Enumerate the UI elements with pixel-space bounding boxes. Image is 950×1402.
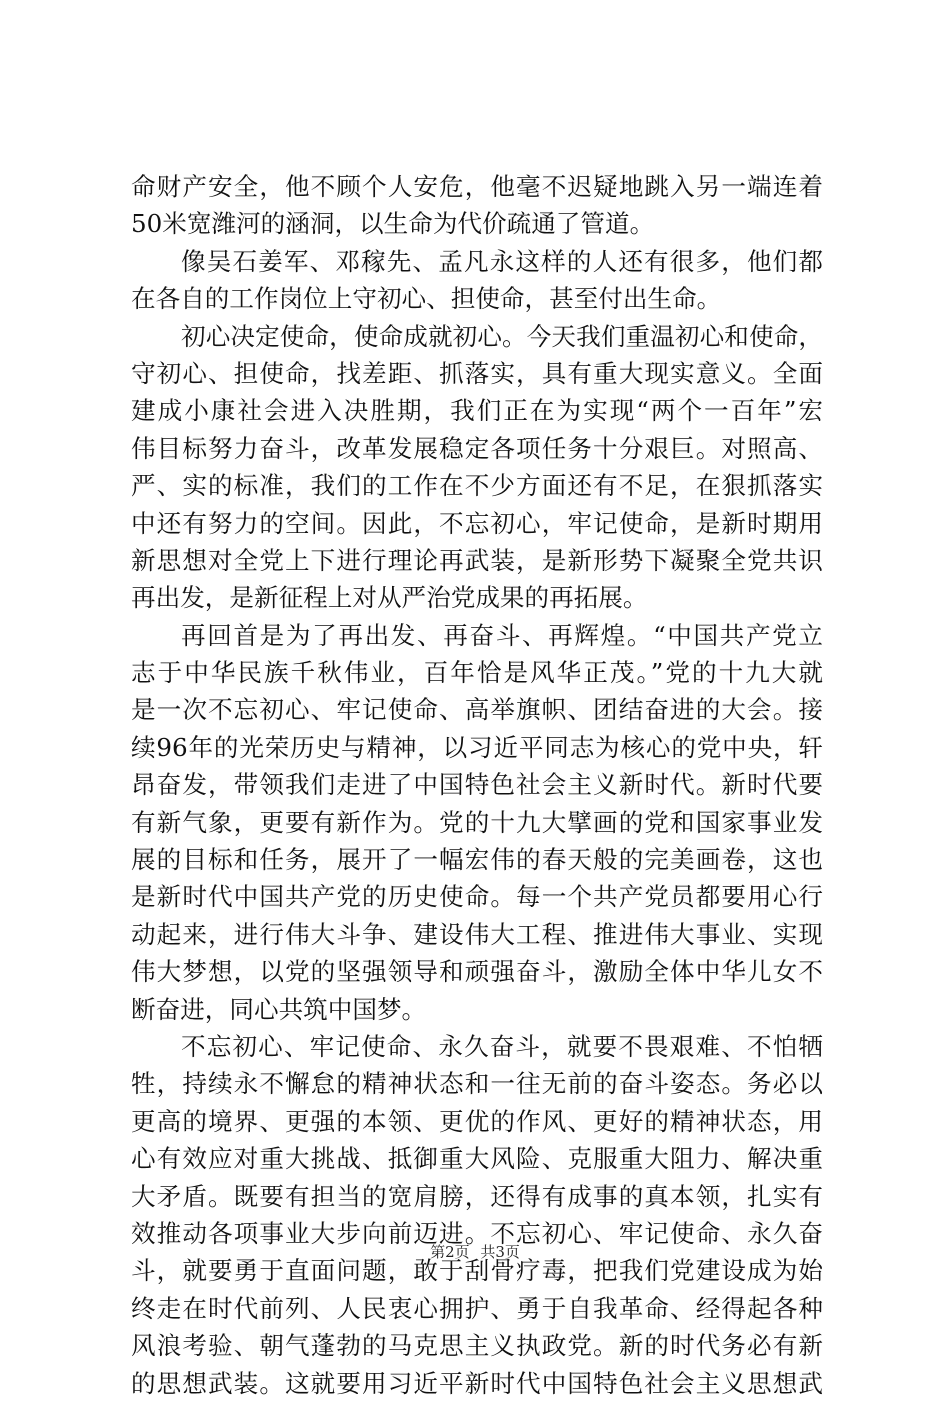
text-line: 更高的境界、更强的本领、更优的作风、更好的精神状态，用 [131,1106,823,1136]
text-line: 再回首是为了再出发、再奋斗、再辉煌。“中国共产党立 [181,620,823,650]
text-line: 不忘初心、牢记使命、永久奋斗，就要不畏艰难、不怕牺 [181,1031,823,1061]
text-line: 伟目标努力奋斗，改革发展稳定各项任务十分艰巨。对照高、 [131,433,823,463]
text-line: 新思想对全党上下进行理论再武装，是新形势下凝聚全党共识 [131,545,823,575]
text-line: 命财产安全，他不顾个人安危，他毫不迟疑地跳入另一端连着 [131,172,823,201]
text-line: 大矛盾。既要有担当的宽肩膀，还得有成事的真本领，扎实有 [131,1181,823,1211]
text-line: 在各自的工作岗位上守初心、担使命，甚至付出生命。 [131,284,722,314]
text-line: 效推动各项事业大步向前迈进。不忘初心、牢记使命、永久奋 [131,1218,823,1248]
text-line: 建成小康社会进入决胜期，我们正在为实现“两个一百年”宏 [131,396,823,426]
text-line: 动起来，进行伟大斗争、建设伟大工程、推进伟大事业、实现 [131,919,823,949]
text-line: 有新气象，更要有新作为。党的十九大擘画的党和国家事业发 [131,807,823,837]
text-line: 中还有努力的空间。因此，不忘初心，牢记使命，是新时期用 [131,508,823,538]
text-line: 续96年的光荣历史与精神，以习近平同志为核心的党中央，轩 [131,732,823,762]
text-line: 是一次不忘初心、牢记使命、高举旗帜、团结奋进的大会。接 [131,695,823,725]
page-total: 共3页 [480,1243,520,1261]
text-line: 斗，就要勇于直面问题，敢于刮骨疗毒，把我们党建设成为始 [131,1256,823,1286]
text-line: 50米宽潍河的涵洞，以生命为代价疏通了管道。 [131,209,655,239]
text-line: 守初心、担使命，找差距、抓落实，具有重大现实意义。全面 [131,358,823,388]
text-line: 伟大梦想，以党的坚强领导和顽强奋斗，激励全体中华儿女不 [131,957,823,987]
text-line: 心有效应对重大挑战、抵御重大风险、克服重大阻力、解决重 [131,1144,823,1174]
text-line: 展的目标和任务，展开了一幅宏伟的春天般的完美画卷，这也 [131,845,823,875]
text-line: 像吴石姜军、邓稼先、孟凡永这样的人还有很多，他们都 [181,246,823,276]
page-number: 第2页 [430,1243,470,1261]
text-line: 断奋进，同心共筑中国梦。 [131,994,427,1024]
text-line: 严、实的标准，我们的工作在不少方面还有不足，在狠抓落实 [131,471,823,501]
text-line: 再出发，是新征程上对从严治党成果的再拓展。 [131,583,648,613]
text-line: 终走在时代前列、人民衷心拥护、勇于自我革命、经得起各种 [131,1293,823,1323]
page-footer [0,1242,950,1262]
text-line: 风浪考验、朝气蓬勃的马克思主义执政党。新的时代务必有新 [131,1331,823,1361]
text-line: 是新时代中国共产党的历史使命。每一个共产党员都要用心行 [131,882,823,912]
text-line: 昂奋发，带领我们走进了中国特色社会主义新时代。新时代要 [131,770,823,800]
body-text [131,168,823,1402]
text-line: 的思想武装。这就要用习近平新时代中国特色社会主义思想武 [131,1368,823,1398]
text-line: 初心决定使命，使命成就初心。今天我们重温初心和使命， [181,321,823,351]
text-line: 牲，持续永不懈怠的精神状态和一往无前的奋斗姿态。务必以 [131,1069,823,1099]
text-line: 志于中华民族千秋伟业，百年恰是风华正茂。”党的十九大就 [131,658,823,688]
